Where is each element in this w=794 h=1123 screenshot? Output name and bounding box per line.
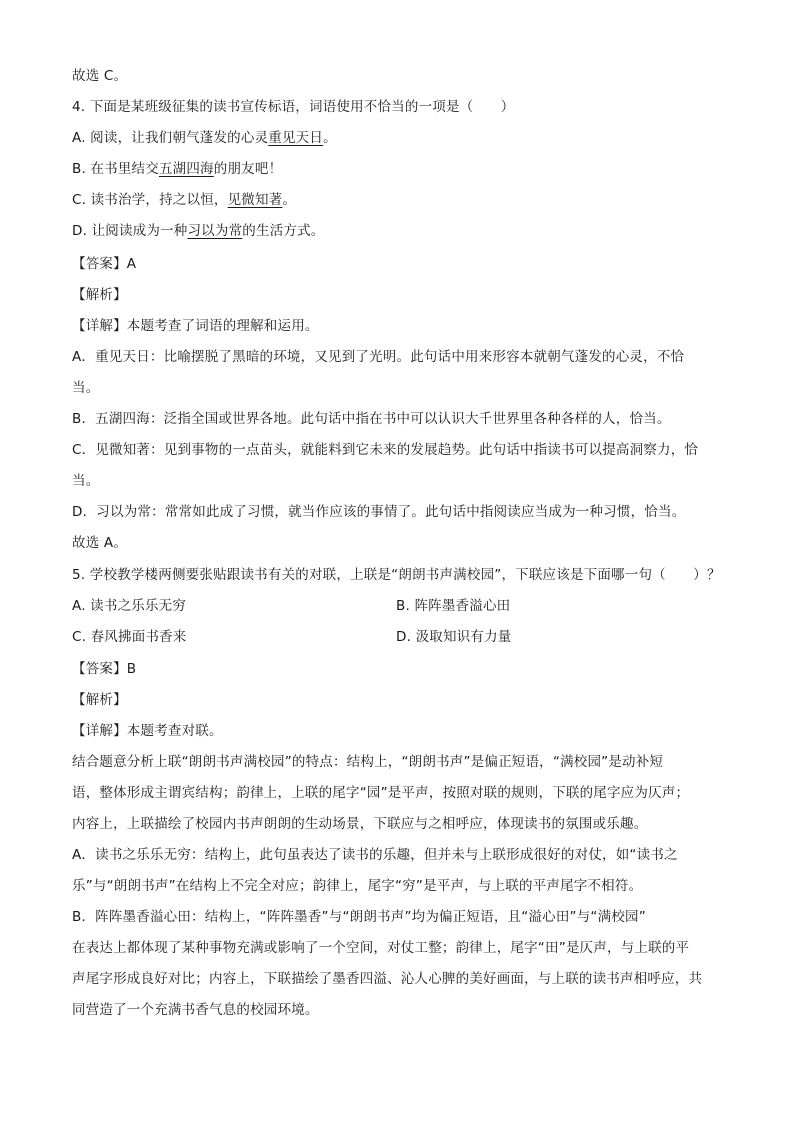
explain-5b-line2: 在表达上都体现了某种事物充满或影响了一个空间，对仗工整；韵律上，尾字“田”是仄声，与上联的平: [72, 940, 690, 956]
option-5a: A. 读书之乐乐无穷: [72, 598, 187, 614]
explain-5b-line4: 同营造了一个充满书香气息的校园环境。: [72, 1002, 319, 1018]
detail-4: 【详解】本题考查了词语的理解和运用。: [72, 318, 319, 334]
explain-5a-line2: 乐”与“朗朗书声”在结构上不完全对应；韵律上，尾字“穷”是平声，与上联的平声尾字不相符。: [72, 878, 643, 894]
explain-4b: B．五湖四海：泛指全国或世界各地。此句话中指在书中可以认识大千世界里各种各样的人，恰当。: [72, 411, 671, 427]
option-4b: B. 在书里结交五湖四海的朋友吧！: [72, 161, 283, 177]
option-5c: C. 春风拂面书香来: [72, 629, 187, 645]
underlined-term: 习以为常: [187, 223, 243, 239]
detail-5: 【详解】本题考查对联。: [72, 723, 223, 739]
explain-5b-line3: 声尾字形成良好对比；内容上，下联描绘了墨香四溢、沁人心脾的美好画面，与上联的读书声相呼应，共: [72, 971, 703, 987]
question-4: 4. 下面是某班级征集的读书宣传标语，词语使用不恰当的一项是（ ）: [72, 99, 515, 115]
explain-4a-line1: A．重见天日：比喻摆脱了黑暗的环境，又见到了光明。此句话中用来形容本就朝气蓬发的心灵，不恰: [72, 349, 685, 365]
explain-4c-line2: 当。: [72, 473, 100, 489]
explain-4c-line1: C．见微知著：见到事物的一点苗头，就能料到它未来的发展趋势。此句话中指读书可以提高洞察力，恰: [72, 442, 699, 458]
option-5d: D. 汲取知识有力量: [396, 629, 512, 645]
option-4a: A. 阅读，让我们朝气蓬发的心灵重见天日。: [72, 130, 337, 146]
analysis-label-5: 【解析】: [72, 692, 127, 708]
conclusion-line: 故选 C。: [72, 68, 128, 84]
answer-5: 【答案】B: [72, 661, 137, 677]
analysis-para-line3: 内容上，上联描绘了校园内书声朗朗的生动场景，下联应与之相呼应，体现读书的氛围或乐趣。: [72, 816, 648, 832]
underlined-term: 见微知著: [227, 192, 283, 208]
explain-5b-line1: B．阵阵墨香溢心田：结构上，“阵阵墨香”与“朗朗书声”均为偏正短语，且“溢心田”与“满校园”: [72, 909, 646, 925]
question-5: 5. 学校教学楼两侧要张贴跟读书有关的对联，上联是“朗朗书声满校园”，下联应该是下面哪一句（ ）？: [72, 567, 721, 583]
analysis-para-line2: 语，整体形成主谓宾结构；韵律上，上联的尾字“园”是平声，按照对联的规则，下联的尾字应为仄声；: [72, 785, 690, 801]
conclusion-4: 故选 A。: [72, 535, 128, 551]
underlined-term: 重见天日: [268, 130, 324, 146]
explain-4a-line2: 当。: [72, 380, 100, 396]
option-4c: C. 读书治学，持之以恒，见微知著。: [72, 192, 297, 208]
explain-4d: D．习以为常：常常如此成了习惯，就当作应该的事情了。此句话中指阅读应当成为一种习惯，恰当。: [72, 504, 686, 520]
answer-4: 【答案】A: [72, 256, 137, 272]
analysis-para-line1: 结合题意分析上联“朗朗书声满校园”的特点：结构上，“朗朗书声”是偏正短语，“满校园”是动补短: [72, 754, 664, 770]
underlined-term: 五湖四海: [158, 161, 214, 177]
analysis-label-4: 【解析】: [72, 287, 127, 303]
option-4d: D. 让阅读成为一种习以为常的生活方式。: [72, 223, 325, 239]
option-5b: B. 阵阵墨香溢心田: [396, 598, 511, 614]
explain-5a-line1: A．读书之乐乐无穷：结构上，此句虽表达了读书的乐趣，但并未与上联形成很好的对仗，如“读书之: [72, 847, 678, 863]
